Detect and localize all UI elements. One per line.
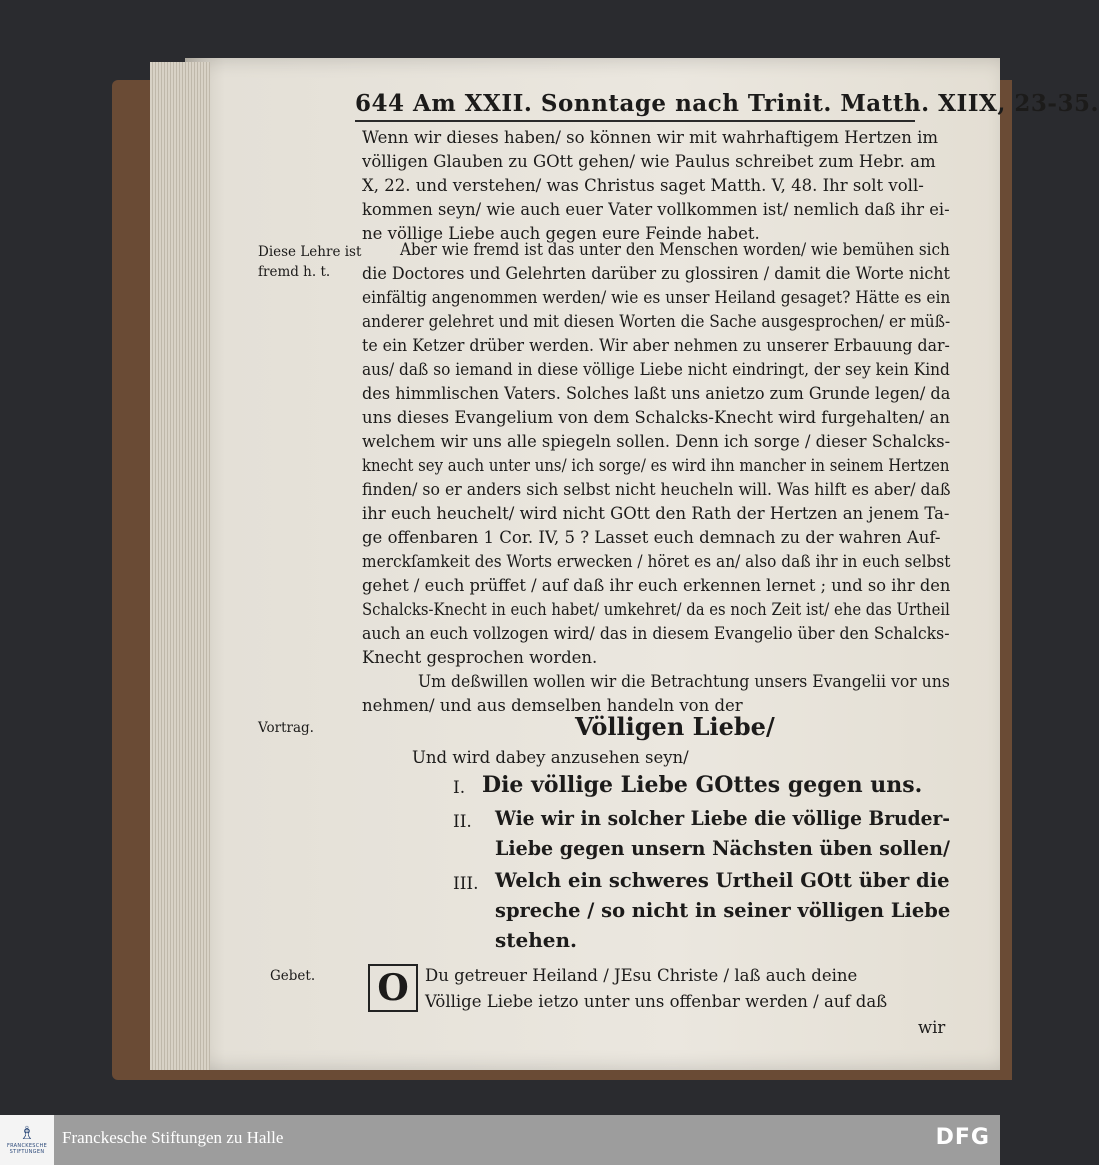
text-line: ihr euch heuchelt/ wird nicht GOtt den Rath der Hertzen an jenem Ta- [362, 504, 950, 523]
point-text: spreche / so nicht in seiner völligen Liebe [495, 898, 951, 922]
margin-note: Diese Lehre ist [258, 244, 362, 260]
text-line: te ein Ketzer drüber werden. Wir aber nehmen zu unserer Erbauung dar- [362, 336, 950, 355]
text-line: uns dieses Evangelium von dem Schalcks-Knecht wird furgehalten/ an [362, 408, 951, 427]
institution-logo[interactable] [0, 1115, 54, 1165]
topic-title: Völligen Liebe/ [575, 712, 775, 741]
point-number: II. [453, 812, 472, 832]
text-line: die Doctores und Gelehrten darüber zu glossiren / damit die Worte nicht [362, 264, 950, 283]
text-line: finden/ so er anders sich selbst nicht heucheln will. Was hilft es aber/ daß [362, 480, 951, 499]
dfg-logo[interactable]: DFG [935, 1125, 990, 1150]
text-line: ge offenbaren 1 Cor. IV, 5 ? Lasset euch demnach zu der wahren Auf- [362, 528, 941, 547]
text-line: auch an euch vollzogen wird/ das in diesem Evangelio über den Schalcks- [362, 624, 950, 643]
logo-text: FRANCKESCHE STIFTUNGEN [6, 1143, 48, 1155]
text-line: ne völlige Liebe auch gegen eure Feinde habet. [362, 224, 760, 243]
viewer-footer [0, 1115, 1000, 1165]
text-line: einfältig angenommen werden/ wie es unser Heiland gesaget? Hätte es ein [362, 288, 951, 307]
topic-intro: Und wird dabey anzusehen seyn/ [412, 748, 689, 767]
point-number: I. [453, 778, 466, 798]
text-line: nehmen/ und aus demselben handeln von der [362, 696, 743, 715]
point-number: III. [453, 874, 479, 894]
text-line: Wenn wir dieses haben/ so können wir mit wahrhaftigem Hertzen im [362, 128, 939, 147]
text-line: des himmlischen Vaters. Solches laßt uns anietzo zum Grunde legen/ da [362, 384, 951, 403]
institution-name[interactable]: Franckesche Stiftungen zu Halle [62, 1128, 284, 1147]
page-header: 644 Am XXII. Sonntage nach Trinit. Matth. XIIX, 23-35. [355, 90, 1099, 117]
text-line: Du getreuer Heiland / JEsu Christe / laß auch deine [425, 966, 858, 985]
text-line: Schalcks-Knecht in euch habet/ umkehret/ da es noch Zeit ist/ ehe das Urtheil [362, 600, 950, 619]
margin-note: fremd h. t. [258, 264, 331, 280]
text-line: knecht sey auch unter uns/ ich sorge/ es wird ihn mancher in seinem Hertzen [362, 456, 950, 475]
point-text: Welch ein schweres Urtheil GOtt über die [495, 868, 950, 892]
text-line: Um deßwillen wollen wir die Betrachtung unsers Evangelii vor uns [418, 672, 950, 691]
text-line: Knecht gesprochen worden. [362, 648, 598, 667]
catchword: wir [918, 1018, 946, 1037]
text-line: Aber wie fremd ist das unter den Menschen worden/ wie bemühen sich [400, 240, 950, 259]
text-line: kommen seyn/ wie auch euer Vater vollkommen ist/ nemlich daß ihr ei- [362, 200, 950, 219]
text-line: welchem wir uns alle spiegeln sollen. Denn ich sorge / dieser Schalcks- [362, 432, 951, 451]
text-line: völligen Glauben zu GOtt gehen/ wie Paulus schreibet zum Hebr. am [362, 152, 936, 171]
text-line: anderer gelehret und mit diesen Worten die Sache ausgesprochen/ er müß- [362, 312, 951, 331]
point-text: Wie wir in solcher Liebe die völlige Bruder- [495, 806, 951, 830]
point-text: Die völlige Liebe GOttes gegen uns. [482, 772, 923, 798]
text-line: Völlige Liebe ietzo unter uns offenbar werden / auf daß [425, 992, 888, 1011]
fs-logo-icon: ♗ [18, 1123, 36, 1144]
page-stack-edge [150, 62, 210, 1070]
text-line: aus/ daß so iemand in diese völlige Liebe nicht eindringt, der sey kein Kind [362, 360, 950, 379]
margin-gebet: Gebet. [270, 968, 316, 984]
header-rule [355, 120, 915, 122]
point-text: stehen. [495, 928, 577, 952]
text-line: gehet / euch prüffet / auf daß ihr euch erkennen lernet ; und so ihr den [362, 576, 951, 595]
text-line: merckſamkeit des Worts erwecken / höret es an/ also daß ihr in euch selbst [362, 552, 951, 571]
text-line: X, 22. und verstehen/ was Christus saget Matth. V, 48. Ihr solt voll- [362, 176, 924, 195]
margin-vortrag: Vortrag. [258, 720, 314, 736]
drop-cap: O [368, 964, 418, 1012]
point-text: Liebe gegen unsern Nächsten üben sollen/ [495, 836, 950, 860]
